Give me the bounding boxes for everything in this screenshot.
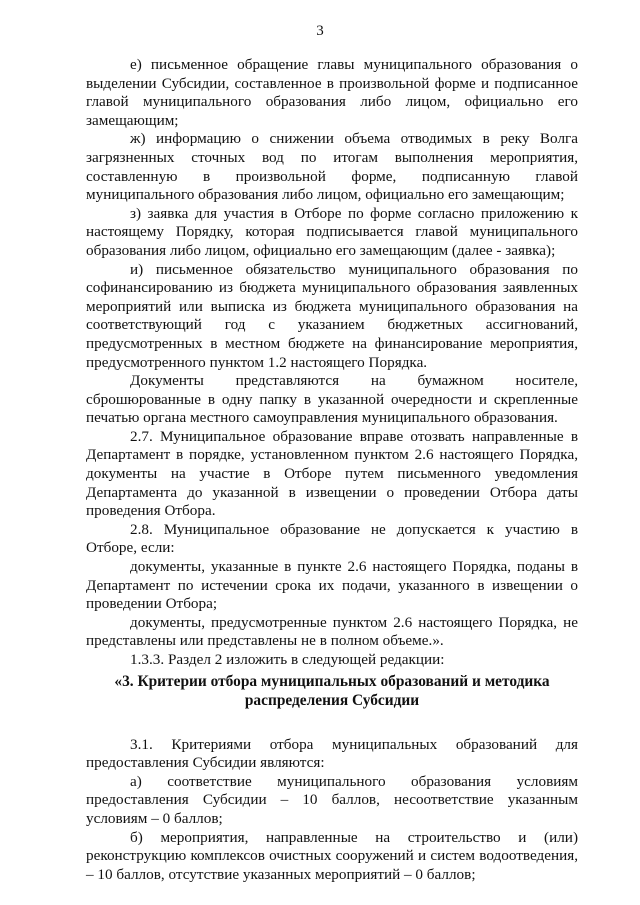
spacer: [86, 710, 578, 736]
document-body: [86, 56, 578, 884]
section-heading-line-2: распределения Субсидии: [244, 691, 420, 709]
criterion-b: б) мероприятия, направленные на строительство и (или) реконструкцию комплексов очистных сооружений и систем водоотведения, – 10 баллов, отсутствие указанных мероприятий – 0 баллов;: [86, 828, 578, 883]
section-heading-line-1: «3. Критерии отбора муниципальных образований и методика: [114, 672, 550, 690]
paragraph-2-7: 2.7. Муниципальное образование вправе отозвать направленные в Департамент в порядке, установленном пунктом 2.6 настоящего Порядка, документы на участие в Отборе путем письменного уведомления Департамента до указанной в извещении о проведении Отбора даты проведения Отбора.: [86, 427, 578, 520]
paragraph-z: з) заявка для участия в Отборе по форме согласно приложению к настоящему Порядку, которая подписывается главой муниципального образования либо лицом, официально его замещающим (далее - заявка);: [86, 204, 578, 259]
paragraph-1-3-3: 1.3.3. Раздел 2 изложить в следующей редакции:: [130, 651, 445, 668]
page-number: 3: [316, 23, 324, 39]
paragraph-documents: Документы представляются на бумажном носителе, сброшюрованные в одну папку в указанной очередности и скрепленные печатью органа местного самоуправления муниципального образования.: [86, 372, 578, 427]
paragraph-zh: ж) информацию о снижении объема отводимых в реку Волга загрязненных сточных вод по итогам выполнения мероприятия, составленную в произвольной форме, подписанную главой муниципального образования либо лицом, официально его замещающим;: [86, 130, 578, 204]
paragraph-e: е) письменное обращение главы муниципального образования о выделении Субсидии, составленное в произвольной форме и подписанное главой муниципального образования либо лицом, официально его замещающим;: [86, 56, 578, 129]
paragraph-2-8-item-2: документы, предусмотренные пунктом 2.6 настоящего Порядка, не представлены или представлены не в полном объеме.».: [86, 613, 578, 650]
criterion-a: а) соответствие муниципального образования условиям предоставления Субсидии – 10 баллов, несоответствие указанным условиям – 0 баллов;: [86, 772, 578, 827]
paragraph-2-8: 2.8. Муниципальное образование не допускается к участию в Отборе, если:: [86, 520, 578, 557]
paragraph-3-1: 3.1. Критериями отбора муниципальных образований для предоставления Субсидии являются:: [86, 735, 578, 772]
paragraph-2-8-item-1: документы, указанные в пункте 2.6 настоящего Порядка, поданы в Департамент по истечении срока их подачи, указанного в извещении о проведении Отбора;: [86, 558, 578, 613]
paragraph-i: и) письменное обязательство муниципального образования по софинансированию из бюджета муниципального образования заявленных мероприятий или выписка из бюджета муниципального образования на соответствующий год с указанием бюджетных ассигнований, предусмотренных в местном бюджете на финансирование мероприятия, предусмотренного пунктом 1.2 настоящего Порядка.: [86, 260, 578, 371]
